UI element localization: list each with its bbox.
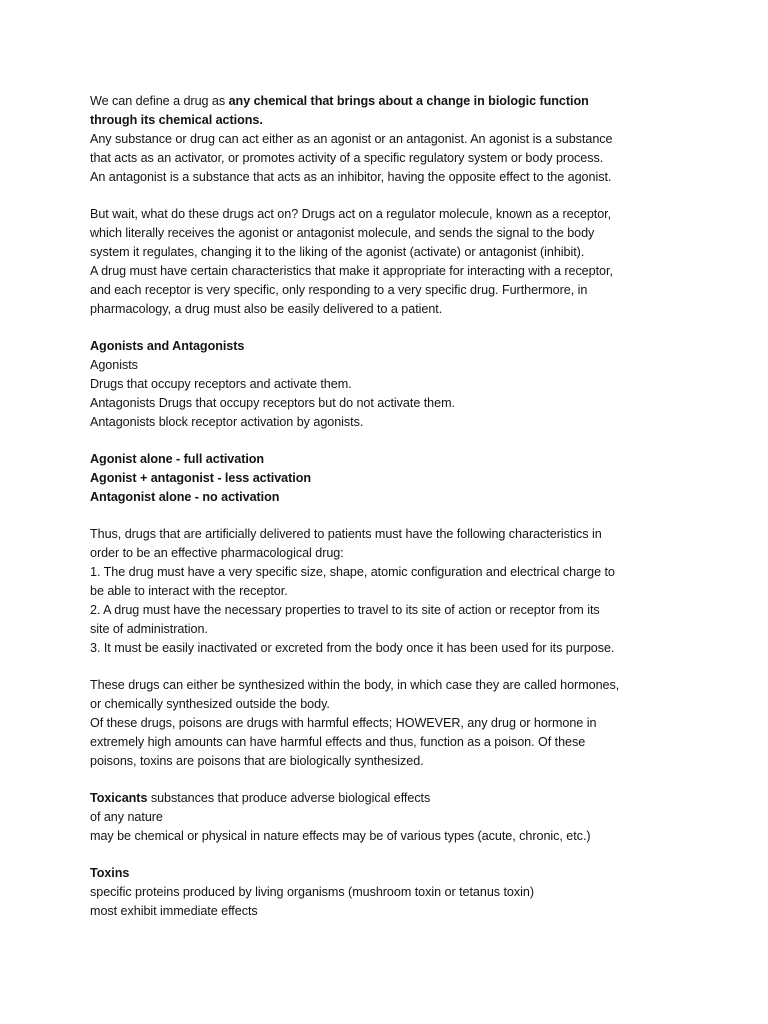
paragraph-spacer: [90, 432, 690, 450]
section-toxins: [90, 864, 690, 921]
text-line: Antagonists Drugs that occupy receptors but do not activate them.: [90, 396, 455, 410]
text-line: [90, 111, 690, 130]
text-line: [90, 789, 690, 808]
section-agonists-antagonists: [90, 337, 690, 432]
text-line: and each receptor is very specific, only responding to a very specific drug. Furthermore, in: [90, 283, 588, 297]
paragraph-drug-definition: [90, 92, 690, 187]
text-line: These drugs can either be synthesized within the body, in which case they are called hormones,: [90, 678, 620, 692]
bold-text: Agonists and Antagonists: [90, 339, 245, 353]
list-item-continuation: site of administration.: [90, 622, 208, 636]
bold-text: Agonist alone - full activation: [90, 452, 265, 466]
bold-text: Antagonist alone - no activation: [90, 490, 280, 504]
text-line: [90, 92, 690, 111]
text-line: specific proteins produced by living organisms (mushroom toxin or tetanus toxin): [90, 885, 534, 899]
section-heading: [90, 337, 690, 356]
section-heading: [90, 864, 690, 883]
paragraph-receptors: [90, 205, 690, 319]
text-line: Of these drugs, poisons are drugs with harmful effects; HOWEVER, any drug or hormone in: [90, 716, 597, 730]
bold-text: Agonist + antagonist - less activation: [90, 471, 311, 485]
list-item-continuation: be able to interact with the receptor.: [90, 584, 288, 598]
text-line: or chemically synthesized outside the body.: [90, 697, 330, 711]
paragraph-spacer: [90, 771, 690, 789]
text-line: An antagonist is a substance that acts as an inhibitor, having the opposite effect to the agonist.: [90, 170, 612, 184]
text-line: [90, 450, 690, 469]
text-line: [90, 469, 690, 488]
paragraph-spacer: [90, 507, 690, 525]
bold-text: Toxicants: [90, 791, 148, 805]
text-line: Antagonists block receptor activation by agonists.: [90, 415, 364, 429]
bold-text: through its chemical actions.: [90, 113, 263, 127]
bold-text: any chemical that brings about a change in biologic function: [228, 94, 589, 108]
text-line: Drugs that occupy receptors and activate them.: [90, 377, 352, 391]
list-item: 2. A drug must have the necessary properties to travel to its site of action or receptor from its: [90, 603, 600, 617]
paragraph-drug-characteristics: [90, 525, 690, 658]
text-line: poisons, toxins are poisons that are biologically synthesized.: [90, 754, 424, 768]
text-line: pharmacology, a drug must also be easily delivered to a patient.: [90, 302, 443, 316]
text-line: of any nature: [90, 810, 163, 824]
section-toxicants: [90, 789, 690, 846]
text-line: A drug must have certain characteristics that make it appropriate for interacting with a receptor,: [90, 264, 613, 278]
text-line: may be chemical or physical in nature effects may be of various types (acute, chronic, etc.): [90, 829, 591, 843]
text-line: But wait, what do these drugs act on? Drugs act on a regulator molecule, known as a receptor,: [90, 207, 612, 221]
text-line: most exhibit immediate effects: [90, 904, 258, 918]
paragraph-spacer: [90, 846, 690, 864]
document-page: [90, 92, 690, 921]
text-line: that acts as an activator, or promotes activity of a specific regulatory system or body process.: [90, 151, 604, 165]
paragraph-spacer: [90, 187, 690, 205]
text-line: Any substance or drug can act either as an agonist or an antagonist. An agonist is a substance: [90, 132, 613, 146]
bold-text: Toxins: [90, 866, 130, 880]
paragraph-spacer: [90, 319, 690, 337]
text-line: extremely high amounts can have harmful effects and thus, function as a poison. Of these: [90, 735, 586, 749]
text-line: Agonists: [90, 358, 138, 372]
paragraph-hormones-poisons: [90, 676, 690, 771]
text-line: order to be an effective pharmacological drug:: [90, 546, 344, 560]
activation-summary: [90, 450, 690, 507]
text-span: substances that produce adverse biological effects: [147, 791, 431, 805]
text-line: system it regulates, changing it to the liking of the agonist (activate) or antagonist (inhibit).: [90, 245, 585, 259]
list-item: 1. The drug must have a very specific size, shape, atomic configuration and electrical charge to: [90, 565, 615, 579]
text-span: We can define a drug as: [90, 94, 229, 108]
list-item: 3. It must be easily inactivated or excreted from the body once it has been used for its purpose.: [90, 641, 615, 655]
text-line: [90, 488, 690, 507]
paragraph-spacer: [90, 658, 690, 676]
text-line: which literally receives the agonist or antagonist molecule, and sends the signal to the body: [90, 226, 595, 240]
text-line: Thus, drugs that are artificially delivered to patients must have the following characteristics in: [90, 527, 602, 541]
